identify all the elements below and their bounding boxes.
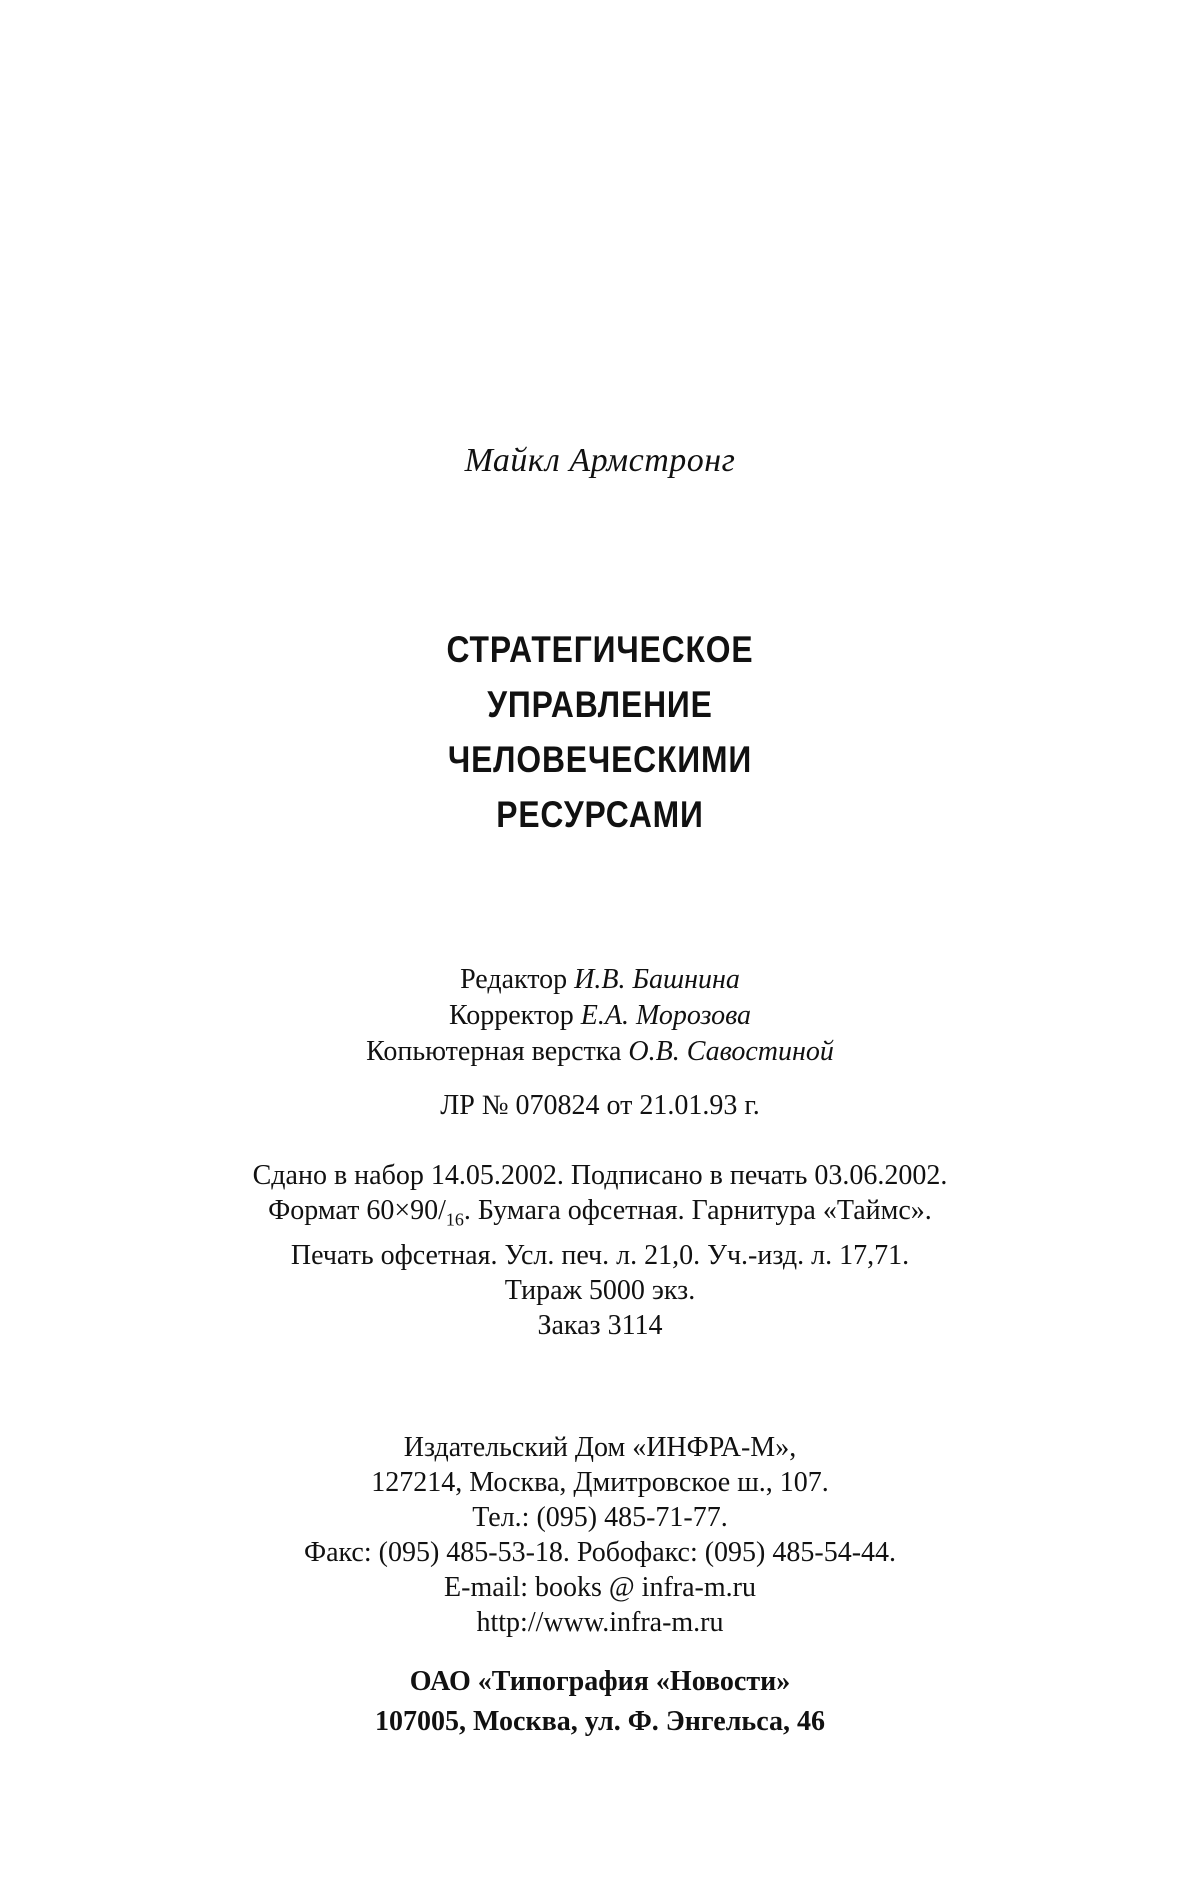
format-prefix: Формат 60×90/ [268,1195,446,1226]
publisher-fax: Факс: (095) 485-53-18. Робофакс: (095) 485-54-44. [303,1537,897,1568]
editor-credit [0,962,1200,998]
printer-address: 107005, Москва, ул. Ф. Энгельса, 46 [375,1706,825,1737]
order-number: Заказ 3114 [537,1309,663,1341]
proofreader-credit [0,998,1200,1034]
publisher-phone: Тел.: (095) 485-71-77. [472,1502,728,1533]
credits-block [0,962,1200,1070]
publisher-address: 127214, Москва, Дмитровское ш., 107. [371,1467,829,1498]
author-name: Майкл Армстронг [464,442,736,479]
format-suffix: . Бумага офсетная. Гарнитура «Таймс». [463,1195,932,1226]
layout-credit [0,1034,1200,1070]
publisher-website: http://www.infra-m.ru [476,1607,724,1638]
typesetting-dates: Сдано в набор 14.05.2002. Подписано в печать 03.06.2002. [252,1160,948,1191]
publisher-block [0,1430,1200,1640]
title-line: УПРАВЛЕНИЕ [487,684,713,725]
book-title [84,622,1116,842]
credit-role: Редактор [460,964,568,995]
print-run: Тираж 5000 экз. [504,1274,696,1306]
printer-name: ОАО «Типография «Новости» [409,1666,791,1697]
print-info [0,1158,1200,1343]
credit-role: Корректор [448,1000,574,1031]
publisher-email: E-mail: books @ infra-m.ru [444,1572,756,1603]
format-line [0,1193,1200,1238]
format-subscript: 16 [445,1209,464,1230]
title-line: РЕСУРСАМИ [496,794,704,835]
license-number: ЛР № 070824 от 21.01.93 г. [440,1090,760,1121]
print-sheets: Печать офсетная. Усл. печ. л. 21,0. Уч.-изд. л. 17,71. [290,1239,910,1271]
printer-block [0,1662,1200,1742]
credit-name: О.В. Савостиной [628,1036,834,1067]
credit-name: Е.А. Морозова [580,1000,752,1031]
credit-role: Копьютерная верстка [366,1036,622,1067]
title-line: ЧЕЛОВЕЧЕСКИМИ [447,739,753,780]
title-line: СТРАТЕГИЧЕСКОЕ [446,629,754,670]
publisher-name: Издательский Дом «ИНФРА-М», [403,1432,797,1463]
credit-name: И.В. Башнина [574,964,740,995]
